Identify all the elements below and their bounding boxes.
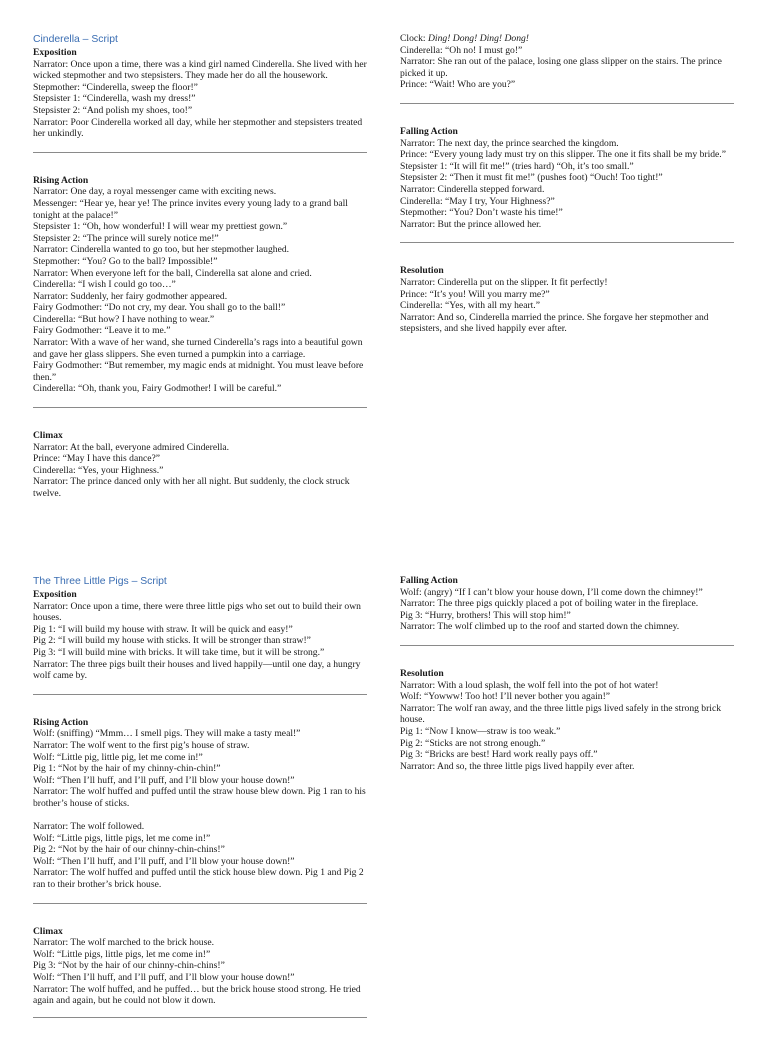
clock-sound: Ding! Dong! Ding! Dong! bbox=[428, 33, 529, 44]
script-line: Wolf: (sniffing) “Mmm… I smell pigs. They will make a tasty meal!” bbox=[33, 728, 301, 740]
cinderella-title: Cinderella – Script bbox=[33, 34, 118, 45]
script-line: Pig 1: “I will build my house with straw. It will be quick and easy!” bbox=[33, 623, 293, 635]
script-line: Stepsister 2: “The prince will surely notice me!” bbox=[33, 232, 219, 244]
script-line: Narrator: One day, a royal messenger came with exciting news. bbox=[33, 186, 277, 198]
pigs-exposition-heading: Exposition bbox=[33, 589, 77, 600]
cinderella-right-column bbox=[400, 33, 736, 335]
divider bbox=[400, 645, 734, 646]
script-line: Pig 2: “Sticks are not strong enough.” bbox=[400, 737, 546, 749]
script-line: Prince: “Every young lady must try on this slipper. The one it fits shall be my bride.” bbox=[400, 149, 726, 161]
script-line: Pig 2: “Not by the hair of our chinny-chin-chins!” bbox=[33, 844, 225, 856]
script-line: Stepmother: “You? Go to the ball? Impossible!” bbox=[33, 255, 218, 267]
script-line: Cinderella: “But how? I have nothing to wear.” bbox=[33, 313, 215, 325]
script-line: Narrator: With a wave of her wand, she turned Cinderella’s rags into a beautiful gown and gave her glass slippers. She even turned a pumpkin into a carriage. bbox=[33, 337, 363, 360]
pigs-falling-lines bbox=[400, 587, 736, 633]
script-line: Wolf: “Little pigs, little pigs, let me come in!” bbox=[33, 832, 211, 844]
script-line: Stepsister 1: “It will fit me!” (tries hard) “Oh, it’s too small.” bbox=[400, 160, 634, 172]
cinderella-rising-heading: Rising Action bbox=[33, 174, 89, 186]
divider bbox=[33, 694, 367, 695]
script-line: Narrator: The wolf huffed and puffed until the straw house blew down. Pig 1 ran to his brother’s house of sticks. bbox=[33, 786, 366, 809]
cinderella-resolution-heading: Resolution bbox=[400, 265, 444, 277]
pigs-rising-lines-2 bbox=[33, 821, 369, 891]
script-line: Narrator: And so, the three little pigs lived happily ever after. bbox=[400, 760, 635, 772]
pigs-rising-lines bbox=[33, 728, 369, 809]
script-line: Narrator: The wolf marched to the brick house. bbox=[33, 937, 214, 949]
script-line: Narrator: The wolf climbed up to the roof and started down the chimney. bbox=[400, 621, 680, 633]
script-line: Narrator: Poor Cinderella worked all day, while her stepmother and stepsisters treated her unkindly. bbox=[33, 116, 363, 140]
pigs-right-column bbox=[400, 575, 736, 772]
script-line: Narrator: She ran out of the palace, losing one glass slipper on the stairs. The prince picked it up. bbox=[400, 56, 722, 79]
script-line: Narrator: The three pigs quickly placed a pot of boiling water in the fireplace. bbox=[400, 598, 699, 610]
script-line: Prince: “May I have this dance?” bbox=[33, 453, 161, 465]
script-line: Cinderella: “Oh no! I must go!” bbox=[400, 44, 523, 56]
script-line: Narrator: The prince danced only with her all night. But suddenly, the clock struck twelve. bbox=[33, 476, 350, 499]
pigs-climax-lines bbox=[33, 937, 369, 1007]
script-line: Wolf: “Then I’ll huff, and I’ll puff, and I’ll blow your house down!” bbox=[33, 855, 295, 867]
clock-line bbox=[400, 33, 736, 45]
cinderella-falling-lines bbox=[400, 138, 736, 231]
script-line: Narrator: When everyone left for the ball, Cinderella sat alone and cried. bbox=[33, 267, 312, 279]
script-line: Wolf: “Little pig, little pig, let me come in!” bbox=[33, 751, 203, 763]
cinderella-climax-cont-lines bbox=[400, 45, 736, 91]
divider bbox=[33, 903, 367, 904]
script-line: Prince: “It’s you! Will you marry me?” bbox=[400, 288, 550, 300]
cinderella-falling-heading: Falling Action bbox=[400, 125, 458, 137]
script-line: Narrator: The wolf huffed, and he puffed… but the brick house stood strong. He tried again and again, but he could not blow it down. bbox=[33, 983, 361, 1007]
script-line: Wolf: “Then I’ll huff, and I’ll puff, and I’ll blow your house down!” bbox=[33, 972, 295, 984]
script-line: Narrator: The wolf followed. bbox=[33, 821, 145, 833]
divider bbox=[400, 103, 734, 104]
script-line: Cinderella: “Yes, your Highness.” bbox=[33, 464, 164, 476]
script-line: Stepsister 2: “And polish my shoes, too!” bbox=[33, 104, 193, 116]
script-line: Wolf: (angry) “If I can’t blow your house down, I’ll come down the chimney!” bbox=[400, 586, 703, 598]
script-line: Narrator: With a loud splash, the wolf fell into the pot of hot water! bbox=[400, 679, 659, 691]
divider bbox=[33, 1017, 367, 1018]
script-line: Pig 3: “Not by the hair of our chinny-chin-chins!” bbox=[33, 960, 225, 972]
pigs-resolution-heading: Resolution bbox=[400, 667, 444, 679]
paragraph-gap bbox=[33, 810, 369, 822]
script-line: Wolf: “Little pigs, little pigs, let me come in!” bbox=[33, 948, 211, 960]
script-line: Narrator: The wolf huffed and puffed until the stick house blew down. Pig 1 and Pig 2 ran to their brother’s brick house. bbox=[33, 867, 364, 891]
pigs-climax-heading: Climax bbox=[33, 925, 63, 937]
script-line: Narrator: Cinderella put on the slipper. It fit perfectly! bbox=[400, 276, 608, 288]
script-line: Narrator: Suddenly, her fairy godmother appeared. bbox=[33, 290, 228, 302]
script-line: Narrator: The next day, the prince searched the kingdom. bbox=[400, 137, 619, 149]
script-line: Cinderella: “Yes, with all my heart.” bbox=[400, 300, 540, 312]
script-line: Pig 3: “Hurry, brothers! This will stop him!” bbox=[400, 609, 571, 621]
script-line: Narrator: The wolf ran away, and the three little pigs lived safely in the strong brick house. bbox=[400, 702, 722, 726]
cinderella-rising-lines bbox=[33, 186, 369, 395]
script-line: Narrator: But the prince allowed her. bbox=[400, 218, 542, 230]
script-line: Wolf: “Then I’ll huff, and I’ll puff, and I’ll blow your house down!” bbox=[33, 774, 295, 786]
script-line: Cinderella: “May I try, Your Highness?” bbox=[400, 195, 555, 207]
script-line: Narrator: The wolf went to the first pig’s house of straw. bbox=[33, 739, 250, 751]
divider bbox=[33, 407, 367, 408]
script-line: Narrator: At the ball, everyone admired Cinderella. bbox=[33, 441, 230, 453]
script-line: Cinderella: “I wish I could go too…” bbox=[33, 279, 176, 291]
script-line: Prince: “Wait! Who are you?” bbox=[400, 79, 516, 91]
script-line: Fairy Godmother: “Leave it to me.” bbox=[33, 325, 171, 337]
cinderella-left-column bbox=[33, 33, 369, 500]
script-line: Pig 1: “Now I know—straw is too weak.” bbox=[400, 725, 561, 737]
script-line: Wolf: “Yowww! Too hot! I’ll never bother you again!” bbox=[400, 691, 611, 703]
script-line: Narrator: Cinderella wanted to go too, but her stepmother laughed. bbox=[33, 244, 290, 256]
script-line: Cinderella: “Oh, thank you, Fairy Godmother! I will be careful.” bbox=[33, 383, 282, 395]
cinderella-climax-heading: Climax bbox=[33, 430, 63, 442]
cinderella-climax-lines bbox=[33, 442, 369, 500]
pigs-title: The Three Little Pigs – Script bbox=[33, 576, 167, 587]
script-line: Pig 1: “Not by the hair of my chinny-chin-chin!” bbox=[33, 763, 221, 775]
pigs-resolution-lines bbox=[400, 680, 736, 773]
script-line: Pig 2: “I will build my house with sticks. It will be stronger than straw!” bbox=[33, 635, 311, 647]
clock-speaker: Clock: bbox=[400, 33, 426, 44]
pigs-exposition-lines bbox=[33, 601, 369, 682]
divider bbox=[33, 152, 367, 153]
script-line: Fairy Godmother: “But remember, my magic ends at midnight. You must leave before then.” bbox=[33, 360, 364, 383]
script-line: Narrator: The three pigs built their houses and lived happily—until one day, a hungry wolf came by. bbox=[33, 658, 361, 682]
pigs-left-column bbox=[33, 575, 369, 1040]
pigs-rising-heading: Rising Action bbox=[33, 716, 89, 728]
divider bbox=[400, 242, 734, 243]
script-line: Fairy Godmother: “Do not cry, my dear. You shall go to the ball!” bbox=[33, 302, 286, 314]
script-line: Stepmother: “Cinderella, sweep the floor!” bbox=[33, 81, 198, 93]
script-line: Messenger: “Hear ye, hear ye! The prince invites every young lady to a grand ball tonight at the palace!” bbox=[33, 197, 348, 221]
script-line: Narrator: And so, Cinderella married the prince. She forgave her stepmother and stepsisters, and she lived happily ever after. bbox=[400, 311, 709, 335]
script-line: Pig 3: “Bricks are best! Hard work really pays off.” bbox=[400, 749, 598, 761]
cinderella-resolution-lines bbox=[400, 277, 736, 335]
cinderella-exposition-lines bbox=[33, 59, 369, 140]
script-line: Pig 3: “I will build mine with bricks. It will take time, but it will be strong.” bbox=[33, 646, 325, 658]
script-line: Stepsister 1: “Cinderella, wash my dress!” bbox=[33, 93, 196, 105]
cinderella-exposition-heading: Exposition bbox=[33, 47, 77, 58]
script-line: Stepsister 2: “Then it must fit me!” (pushes foot) “Ouch! Too tight!” bbox=[400, 172, 663, 184]
script-line: Narrator: Once upon a time, there was a kind girl named Cinderella. She lived with her wicked stepmother and two stepsisters. They made her do all the housework. bbox=[33, 58, 367, 82]
script-line: Stepsister 1: “Oh, how wonderful! I will wear my prettiest gown.” bbox=[33, 221, 288, 233]
script-line: Narrator: Cinderella stepped forward. bbox=[400, 183, 545, 195]
pigs-falling-heading: Falling Action bbox=[400, 575, 458, 586]
script-line: Narrator: Once upon a time, there were three little pigs who set out to build their own houses. bbox=[33, 600, 361, 624]
script-line: Stepmother: “You? Don’t waste his time!” bbox=[400, 207, 563, 219]
